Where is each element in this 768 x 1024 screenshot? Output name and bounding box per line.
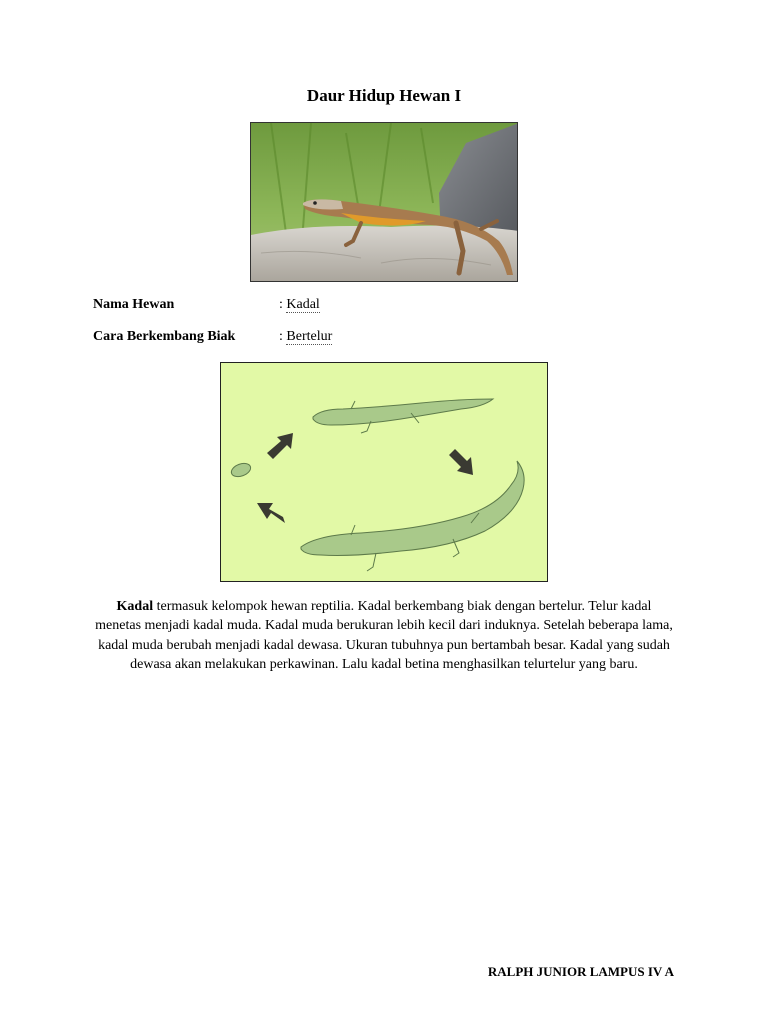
description-body: termasuk kelompok hewan reptilia. Kadal berkembang biak dengan bertelur. Telur kadal menetas menjadi kadal muda. Kadal muda berukuran lebih kecil dari induknya. Setelah beberapa lama, kadal muda berubah menjadi kadal dewasa. Ukuran tubuhnya pun bertambah besar. Kadal yang sudah dewasa akan melakukan perkawinan. Lalu kadal betina menghasilkan telurtelur yang baru. [95,599,673,673]
arrow-icon [267,433,293,459]
field-label: Nama Hewan [93,297,175,312]
life-cycle-diagram [220,362,548,582]
arrow-icon [257,503,285,523]
description-paragraph [92,597,676,675]
page-title: Daur Hidup Hewan I [306,86,462,105]
field-label: Cara Berkembang Biak [93,329,236,344]
field-value-text: Bertelur [286,329,333,344]
field-separator: : [279,329,287,344]
lizard-photo [250,122,518,282]
adult-lizard [301,461,524,571]
field-value [279,329,332,345]
author-footer: RALPH JUNIOR LAMPUS IV A [487,964,674,979]
description-lead: Kadal [116,599,154,614]
field-value [279,297,320,313]
field-value-text: Kadal [286,297,320,312]
field-separator: : [279,297,287,312]
arrow-icon [449,449,473,475]
young-lizard [313,399,493,433]
egg [230,461,253,479]
